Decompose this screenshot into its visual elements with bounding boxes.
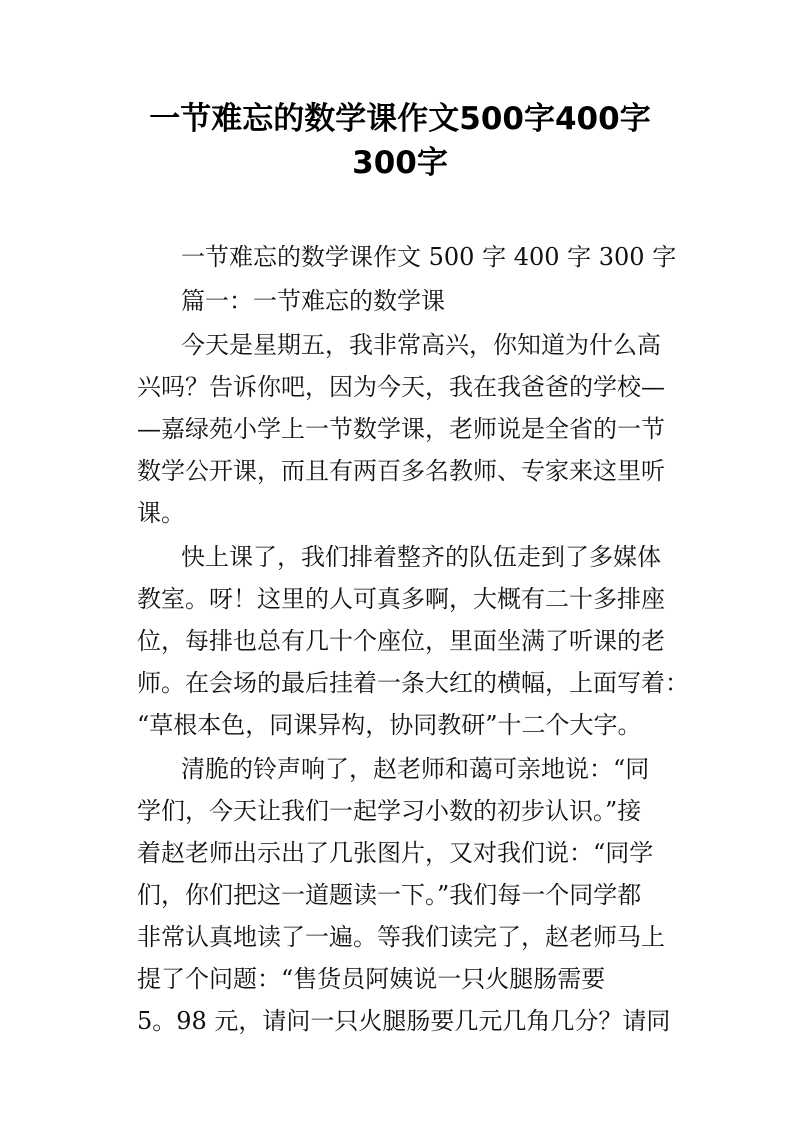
paragraph-line: 兴吗？告诉你吧，因为今天，我在我爸爸的学校—	[137, 373, 665, 401]
paragraph-line: “草根本色，同课异构，协同教研”十二个大字。	[137, 711, 642, 739]
paragraph-line: 着赵老师出示出了几张图片，又对我们说：“同学	[137, 839, 654, 867]
paragraph-line: 课。	[137, 499, 185, 527]
paragraph-line: 今天是星期五，我非常高兴，你知道为什么高	[181, 331, 661, 359]
paragraph-line: 清脆的铃声响了，赵老师和蔼可亲地说：“同	[181, 755, 650, 783]
document-body	[137, 236, 689, 1036]
paragraph-line: 位，每排也总有几十个座位，里面坐满了听课的老	[137, 627, 665, 655]
paragraph-line: 们，你们把这一道题读一下。”我们每一个同学都	[137, 881, 642, 909]
document-subtitle: 一节难忘的数学课作文 500 字 400 字 300 字	[181, 243, 677, 271]
document-title-line-1: 一节难忘的数学课作文500字400字	[149, 101, 651, 137]
paragraph-line: 教室。呀！这里的人可真多啊，大概有二十多排座	[137, 585, 665, 613]
paragraph-line: 非常认真地读了一遍。等我们读完了，赵老师马上	[137, 923, 665, 951]
section-heading: 篇一：一节难忘的数学课	[181, 287, 445, 315]
paragraph-line: 师。在会场的最后挂着一条大红的横幅，上面写着：	[137, 669, 689, 697]
document-title-line-2: 300字	[352, 145, 448, 181]
paragraph-line: 数学公开课，而且有两百多名教师、专家来这里听	[137, 457, 665, 485]
paragraph-line: 学们，今天让我们一起学习小数的初步认识。”接	[137, 797, 642, 825]
paragraph-line: —嘉绿苑小学上一节数学课，老师说是全省的一节	[137, 415, 665, 443]
paragraph-line: 5。98 元，请问一只火腿肠要几元几角几分？请同	[137, 1007, 671, 1035]
paragraph-line: 提了个问题：“售货员阿姨说一只火腿肠需要	[137, 965, 606, 993]
paragraph-line: 快上课了，我们排着整齐的队伍走到了多媒体	[181, 543, 661, 571]
